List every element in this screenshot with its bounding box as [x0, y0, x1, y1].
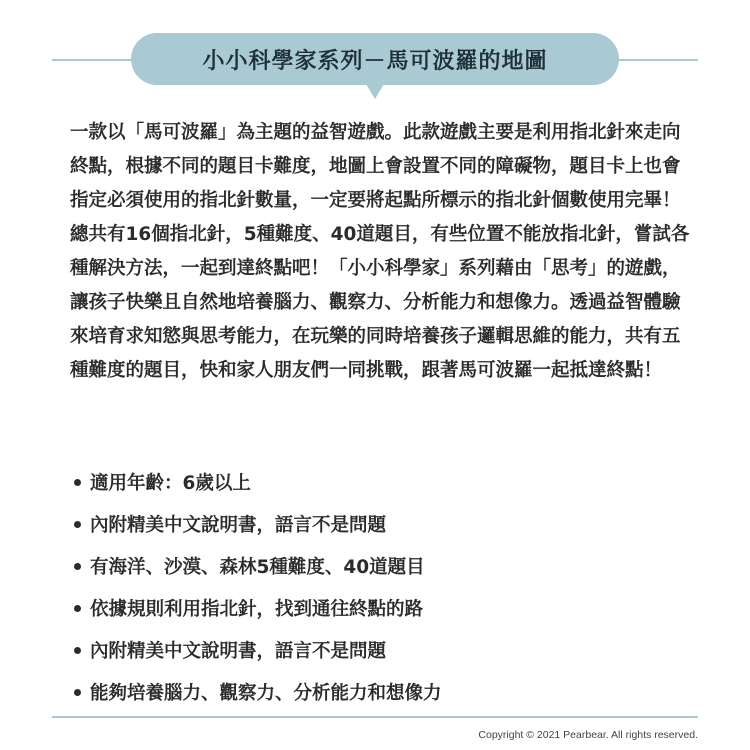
feature-item: [70, 587, 690, 629]
copyright-notice: Copyright © 2021 Pearbear. All rights reserved.: [478, 729, 698, 741]
feature-text: 內附精美中文說明書，語言不是問題: [90, 641, 387, 662]
footer-rule: [52, 716, 698, 718]
feature-text: 適用年齡：6歲以上: [90, 473, 251, 494]
feature-item: [70, 461, 690, 503]
bullet-icon: [74, 521, 81, 528]
feature-text: 能夠培養腦力、觀察力、分析能力和想像力: [90, 683, 442, 704]
bullet-icon: [74, 479, 81, 486]
bullet-icon: [74, 689, 81, 696]
page-title: 小小科學家系列－馬可波羅的地圖: [202, 48, 548, 74]
feature-item: [70, 545, 690, 587]
bullet-icon: [74, 563, 81, 570]
feature-item: [70, 671, 690, 713]
feature-text: 依據規則利用指北針，找到通往終點的路: [90, 599, 424, 620]
feature-text: 內附精美中文說明書，語言不是問題: [90, 515, 387, 536]
bullet-icon: [74, 605, 81, 612]
feature-list: [70, 461, 690, 713]
feature-item: [70, 503, 690, 545]
feature-item: [70, 629, 690, 671]
title-banner-pointer: [366, 84, 384, 99]
feature-text: 有海洋、沙漠、森林5種難度、40道題目: [90, 557, 425, 578]
title-banner: [131, 33, 619, 85]
intro-paragraph: 一款以「馬可波羅」為主題的益智遊戲。此款遊戲主要是利用指北針來走向終點，根據不同的題目卡難度，地圖上會設置不同的障礙物，題目卡上也會指定必須使用的指北針數量，一定要將起點所標示的指北針個數使用完畢！總共有16個指北針，5種難度、40道題目，有些位置不能放指北針，嘗試各種解決方法，一起到達終點吧！「小小科學家」系列藉由「思考」的遊戲，讓孩子快樂且自然地培養腦力、觀察力、分析能力和想像力。透過益智體驗來培育求知慾與思考能力，在玩樂的同時培養孩子邏輯思維的能力，共有五種難度的題目，快和家人朋友們一同挑戰，跟著馬可波羅一起抵達終點！: [70, 122, 690, 381]
bullet-icon: [74, 647, 81, 654]
